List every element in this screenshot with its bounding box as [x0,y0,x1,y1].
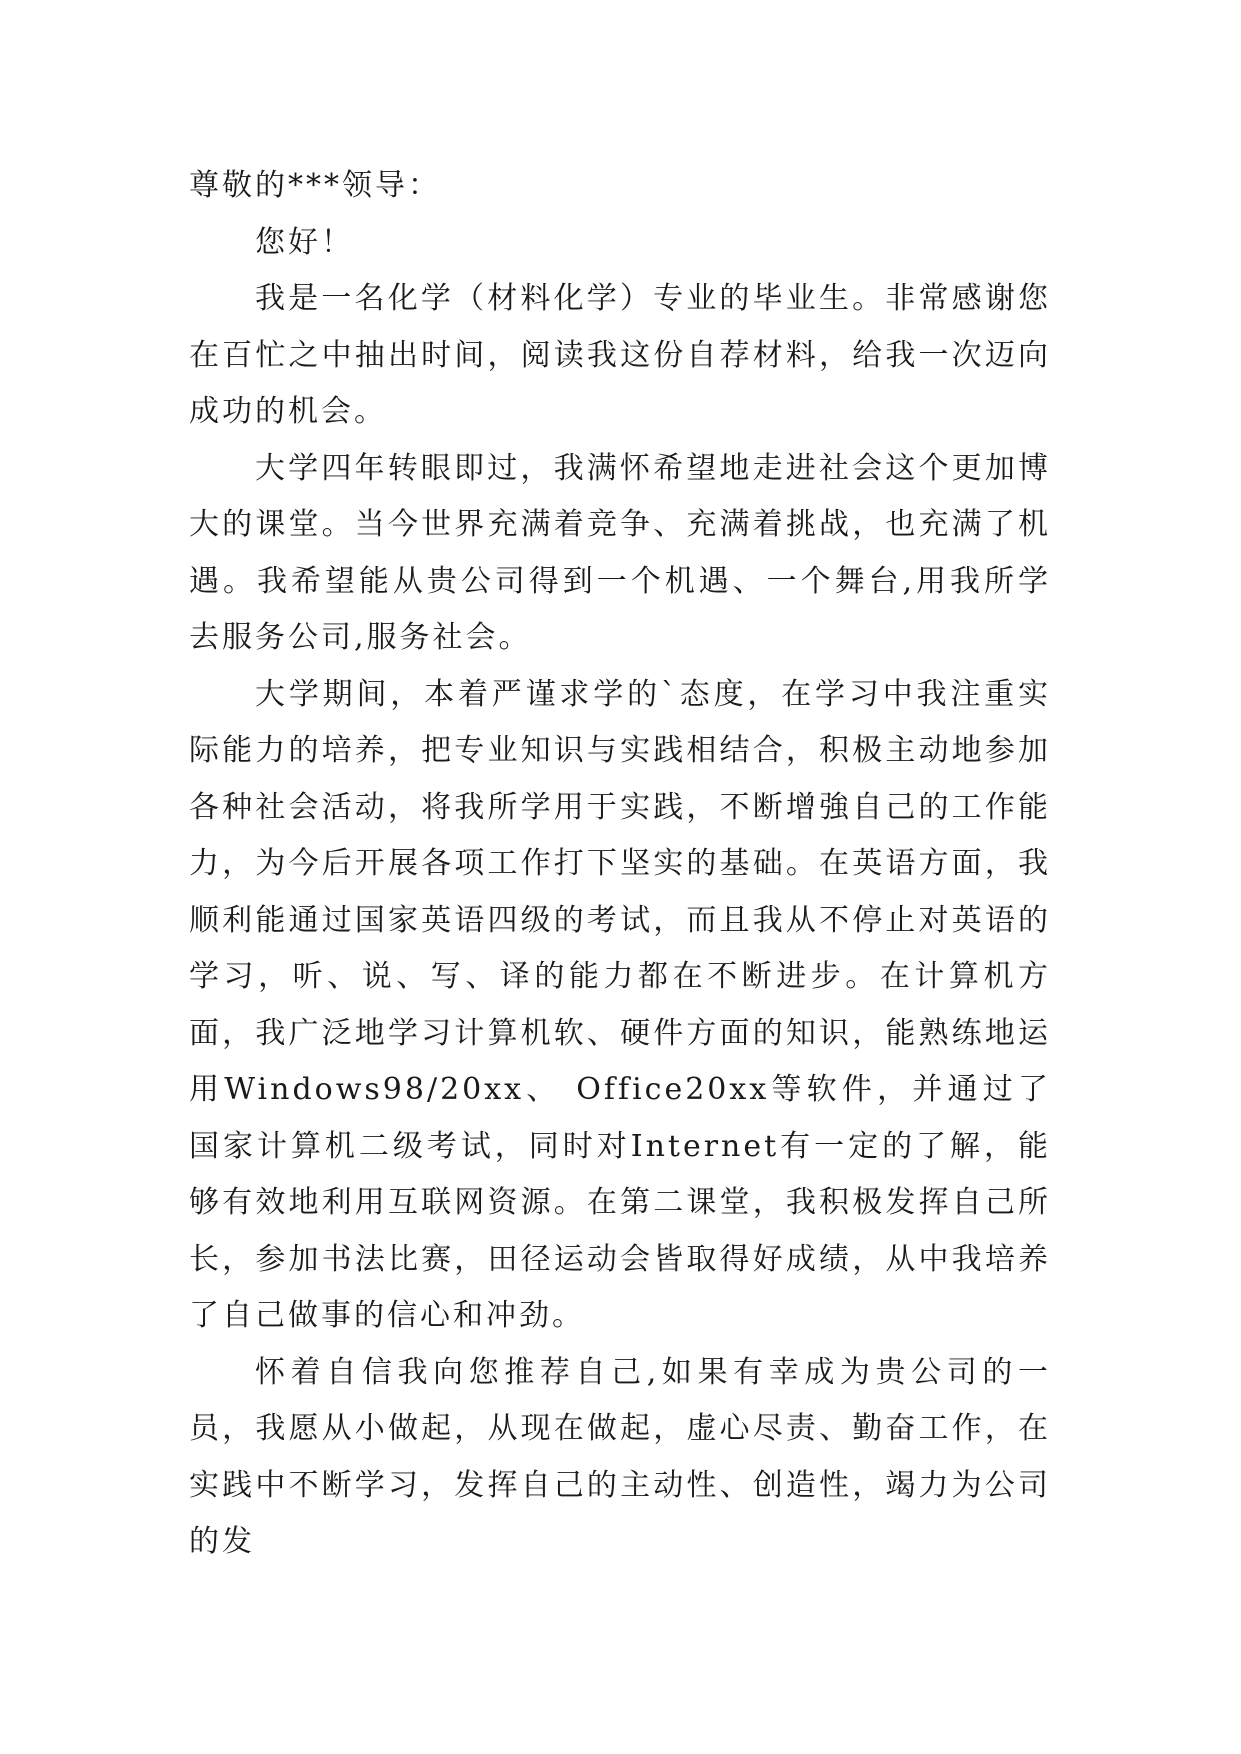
aspiration-paragraph: 大学四年转眼即过，我满怀希望地走进社会这个更加博大的课堂。当今世界充满着竞争、充满着挑战，也充满了机遇。我希望能从贵公司得到一个机遇、一个舞台,用我所学去服务公司,服务社会。 [189,450,1051,655]
university-experience-paragraph: 大学期间，本着严谨求学的`态度，在学习中我注重实际能力的培养，把专业知识与实践相结合，积极主动地参加各种社会活动，将我所学用于实践，不断增強自己的工作能力，为今后开展各项工作打下坚实的基础。在英语方面，我顺利能通过国家英语四级的考试，而且我从不停止对英语的学习，听、说、写、译的能力都在不断进步。在计算机方面，我广泛地学习计算机软、硬件方面的知识，能熟练地运用Windows98/20xx、 Office20xx等软件，并通过了国家计算机二级考试，同时对Internet有一定的了解，能够有效地利用互联网资源。在第二课堂，我积极发挥自己所长，参加书法比赛，田径运动会皆取得好成绩，从中我培养了自己做事的信心和冲劲。 [189,676,1051,1333]
cover-letter-body [189,158,1051,1571]
greeting-paragraph: 您好！ [255,224,354,260]
commitment-paragraph: 怀着自信我向您推荐自己,如果有幸成为贵公司的一员，我愿从小做起，从现在做起，虚心尽责、勤奋工作，在实践中不断学习，发挥自己的主动性、创造性，竭力为公司的发 [189,1354,1051,1559]
letter-salutation: 尊敬的***领导： [189,168,441,203]
introduction-paragraph: 我是一名化学（材料化学）专业的毕业生。非常感谢您在百忙之中抽出时间，阅读我这份自荐材料，给我一次迈向成功的机会。 [189,281,1051,429]
